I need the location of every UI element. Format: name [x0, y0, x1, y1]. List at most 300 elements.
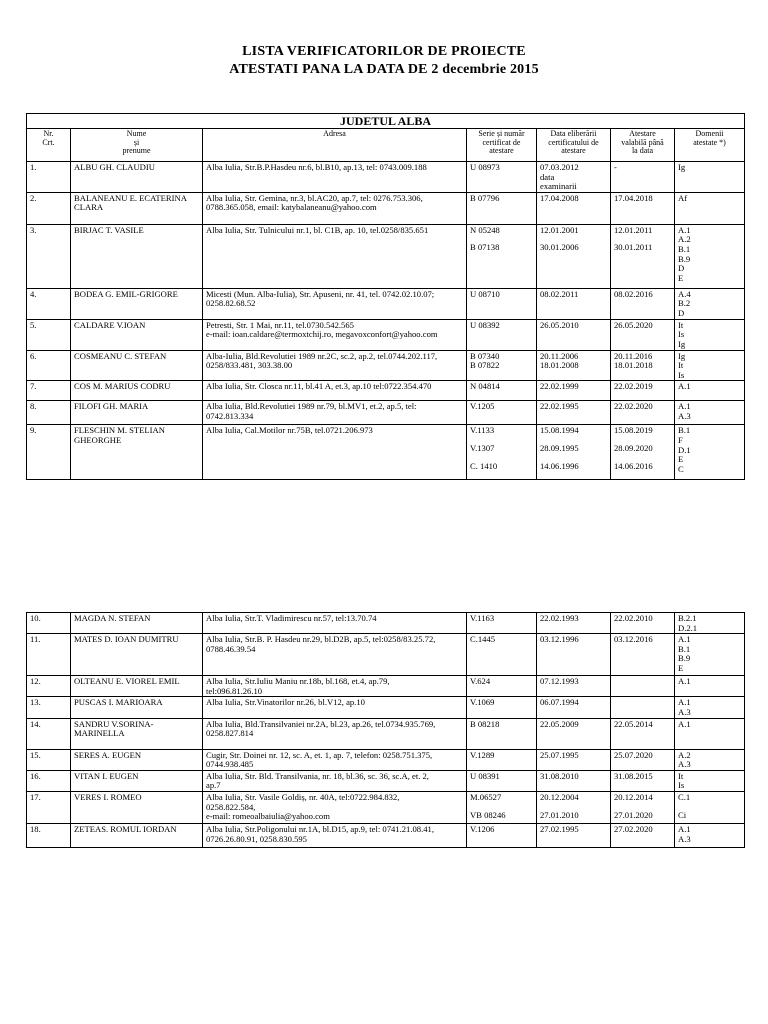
- table-row: [27, 613, 745, 634]
- cell-line: V.1133: [470, 425, 495, 436]
- cell-data-eliberarii: [537, 401, 611, 425]
- cell-line: 20.12.2014: [614, 791, 653, 802]
- cell-line: 15.08.1994: [540, 425, 579, 436]
- cell-line: 0258.822.584,: [206, 801, 256, 812]
- cell-serie: [467, 381, 537, 401]
- cell-atestare-valabila: [611, 676, 675, 697]
- cell-line: A.3: [678, 833, 691, 844]
- cell-line: atestate *): [693, 137, 726, 147]
- cell-nume: COSMEANU C. STEFAN: [71, 350, 203, 381]
- cell-line: 15.08.2019: [614, 425, 653, 436]
- cell-line: Alba Iulia, Str.Vinatorilor nr.26, bl.V12, ap.10: [206, 697, 365, 708]
- cell-nume: BODEA G. EMIL-GRIGORE: [71, 288, 203, 319]
- cell-line: Micesti (Mun. Alba-Iulia), Str. Apuseni, nr. 41, tel. 0742.02.10.07;: [206, 288, 435, 299]
- cell-adresa: [203, 718, 467, 749]
- cell-nr: 8.: [27, 401, 71, 425]
- cell-data-eliberarii: [537, 718, 611, 749]
- cell-line: 14.06.1996: [540, 460, 579, 471]
- cell-line: A.2: [678, 749, 691, 760]
- cell-line: B.9: [678, 653, 691, 664]
- cell-line: 0258.82.68.52: [206, 298, 256, 309]
- cell-adresa: [203, 697, 467, 718]
- cell-line: Cugir, Str. Doinei nr. 12, sc. A, et. 1, ap. 7, telefon: 0258.751.375,: [206, 749, 433, 760]
- cell-line: B.1: [678, 243, 691, 254]
- cell-line: Alba Iulia, Bld.Revolutiei 1989 nr.79, bl.MV1, et.2, ap.5, tel:: [206, 401, 417, 412]
- cell-line: V.624: [470, 676, 491, 687]
- cell-line: valabilă până: [621, 137, 664, 147]
- table-row: [27, 401, 745, 425]
- cell-line: 26.05.2020: [614, 319, 653, 330]
- cell-nr: 17.: [27, 791, 71, 823]
- document-subtitle: ATESTATI PANA LA DATA DE 2 decembrie 2015: [229, 62, 539, 77]
- cell-serie: [467, 749, 537, 770]
- cell-line: 26.05.2010: [540, 319, 579, 330]
- cell-line: B.2: [678, 298, 691, 309]
- cell-line: 22.02.2019: [614, 381, 653, 392]
- cell-nr: 18.: [27, 823, 71, 847]
- cell-line: A.1: [678, 718, 691, 729]
- cell-atestare-valabila: [611, 192, 675, 224]
- cell-atestare-valabila: [611, 718, 675, 749]
- cell-line: 14.06.2016: [614, 460, 653, 471]
- cell-line: Crt.: [42, 137, 55, 147]
- cell-domenii: [675, 288, 745, 319]
- cell-line: 22.02.2010: [614, 613, 653, 623]
- cell-line: [678, 803, 741, 811]
- cell-line: Atestare: [629, 129, 656, 138]
- cell-adresa: [203, 791, 467, 823]
- cell-line: E: [678, 272, 684, 283]
- cell-line: V.1069: [470, 697, 495, 708]
- cell-atestare-valabila: [611, 697, 675, 718]
- cell-adresa: [203, 192, 467, 224]
- cell-domenii: [675, 162, 745, 193]
- cell-line: A.1: [678, 697, 691, 708]
- cell-line: N 05248: [470, 224, 500, 235]
- cell-atestare-valabila: [611, 791, 675, 823]
- cell-domenii: [675, 224, 745, 288]
- cell-line: B 07340: [470, 350, 500, 361]
- cell-line: B.1: [678, 643, 691, 654]
- cell-line: It: [678, 770, 684, 781]
- cell-line: V.1289: [470, 749, 495, 760]
- cell-line: 18.01.2008: [540, 360, 579, 371]
- cell-line: Serie și număr: [478, 129, 525, 138]
- cell-line: E: [678, 454, 684, 465]
- cell-line: B.1: [678, 425, 691, 436]
- table-row: [27, 697, 745, 718]
- cell-domenii: [675, 749, 745, 770]
- cell-serie: [467, 718, 537, 749]
- cell-line: 25.07.2020: [614, 749, 653, 760]
- cell-line: 07.03.2012: [540, 162, 579, 172]
- cell-adresa: [203, 425, 467, 480]
- cell-line: tel:096.81.26.10: [206, 685, 263, 696]
- cell-domenii: [675, 718, 745, 749]
- cell-line: data: [540, 171, 555, 182]
- cell-atestare-valabila: [611, 425, 675, 480]
- cell-domenii: [675, 634, 745, 676]
- header-adresa: [203, 129, 467, 162]
- cell-nume: ZETEAS. ROMUL IORDAN: [71, 823, 203, 847]
- cell-line: V.1205: [470, 401, 495, 412]
- cell-atestare-valabila: [611, 401, 675, 425]
- cell-domenii: [675, 676, 745, 697]
- cell-line: 30.01.2006: [540, 242, 579, 253]
- header-domenii: [675, 129, 745, 162]
- cell-data-eliberarii: [537, 288, 611, 319]
- table-row: [27, 425, 745, 480]
- cell-line: Alba-Iulia, Bld.Revolutiei 1989 nr.2C, sc.2, ap.2, tel.0744.202.117,: [206, 350, 438, 361]
- table-row: [27, 288, 745, 319]
- table-row: [27, 350, 745, 381]
- cell-line: Alba Iulia, Str.Iuliu Maniu nr.18b, bl.168, et.4, ap.79,: [206, 676, 390, 687]
- cell-line: C: [678, 463, 684, 474]
- cell-data-eliberarii: [537, 350, 611, 381]
- cell-line: -: [614, 162, 617, 172]
- cell-line: Alba Iulia, Str. Tulnicului nr.1, bl. C1B, ap. 10, tel.0258/835.651: [206, 224, 429, 235]
- cell-line: examinarii: [540, 181, 577, 192]
- county-heading: JUDETUL ALBA: [27, 114, 745, 129]
- table-row: [27, 634, 745, 676]
- verifiers-table-part1: [26, 113, 745, 480]
- cell-line: Nr.: [43, 129, 54, 138]
- cell-nume: COS M. MARIUS CODRU: [71, 381, 203, 401]
- cell-line: [614, 677, 671, 685]
- cell-line: Adresa: [323, 129, 346, 138]
- cell-nr: 4.: [27, 288, 71, 319]
- cell-atestare-valabila: [611, 613, 675, 634]
- cell-serie: [467, 676, 537, 697]
- cell-line: A.1: [678, 634, 691, 645]
- cell-domenii: [675, 613, 745, 634]
- cell-line: 25.07.1995: [540, 749, 579, 760]
- cell-line: 17.04.2008: [540, 192, 579, 203]
- cell-line: Alba Iulia, Str.B.P.Hasdeu nr.6, bl.B10, ap.13, tel: 0743.009.188: [206, 162, 427, 172]
- cell-line: 31.08.2015: [614, 770, 653, 781]
- cell-nr: 10.: [27, 613, 71, 634]
- cell-data-eliberarii: [537, 192, 611, 224]
- cell-serie: [467, 791, 537, 823]
- table-row: [27, 749, 745, 770]
- cell-line: B.9: [678, 253, 691, 264]
- cell-nume: FILOFI GH. MARIA: [71, 401, 203, 425]
- cell-line: 27.01.2020: [614, 809, 653, 820]
- cell-line: 0726.26.80.91, 0258.830.595: [206, 833, 307, 844]
- cell-adresa: [203, 676, 467, 697]
- table-row: [27, 770, 745, 791]
- cell-nume: MAGDA N. STEFAN: [71, 613, 203, 634]
- cell-line: Alba Iulia, Str. Vasile Goldiș, nr. 40A, tel:0722.984.832,: [206, 791, 400, 802]
- cell-data-eliberarii: [537, 162, 611, 193]
- cell-data-eliberarii: [537, 634, 611, 676]
- cell-nr: 11.: [27, 634, 71, 676]
- cell-line: F: [678, 434, 683, 445]
- cell-serie: [467, 350, 537, 381]
- header-atestare-valabila: [611, 129, 675, 162]
- cell-nr: 3.: [27, 224, 71, 288]
- cell-nume: VITAN I. EUGEN: [71, 770, 203, 791]
- cell-line: 07.12.1993: [540, 676, 579, 687]
- cell-line: Alba Iulia, Str. Closca nr.11, bl.41 A, et.3, ap.10 tel:0722.354.470: [206, 381, 432, 392]
- cell-line: A.1: [678, 676, 691, 687]
- cell-adresa: [203, 288, 467, 319]
- cell-line: A.1: [678, 224, 691, 235]
- cell-nr: 14.: [27, 718, 71, 749]
- cell-line: atestare: [489, 146, 514, 156]
- verifiers-table-part2: [26, 612, 745, 848]
- cell-line: 06.07.1994: [540, 697, 579, 708]
- cell-line: 27.02.2020: [614, 823, 653, 834]
- cell-line: A.3: [678, 410, 691, 421]
- cell-line: A.3: [678, 706, 691, 717]
- cell-line: Alba Iulia, Str.Poligonului nr.1A, bl.D15, ap.9, tel: 0741.21.08.41,: [206, 823, 434, 834]
- cell-atestare-valabila: [611, 224, 675, 288]
- cell-line: M.06527: [470, 791, 502, 802]
- cell-line: It: [678, 360, 684, 371]
- cell-domenii: [675, 823, 745, 847]
- cell-line: e-mail: romeoalbaiulia@yahoo.com: [206, 811, 330, 822]
- header-nr: [27, 129, 71, 162]
- cell-line: D: [678, 307, 685, 318]
- cell-line: It: [678, 319, 684, 330]
- cell-serie: [467, 319, 537, 350]
- cell-atestare-valabila: [611, 162, 675, 193]
- cell-line: la data: [631, 146, 654, 156]
- cell-nume: MATES D. IOAN DUMITRU: [71, 634, 203, 676]
- table-row: [27, 224, 745, 288]
- table-row: [27, 319, 745, 350]
- cell-adresa: [203, 401, 467, 425]
- cell-domenii: [675, 381, 745, 401]
- table-row: [27, 381, 745, 401]
- cell-atestare-valabila: [611, 770, 675, 791]
- cell-serie: [467, 192, 537, 224]
- table-row: [27, 676, 745, 697]
- cell-line: 22.02.1993: [540, 613, 579, 623]
- cell-serie: [467, 425, 537, 480]
- cell-nume: CALDARE V.IOAN: [71, 319, 203, 350]
- cell-line: 03.12.1996: [540, 634, 579, 645]
- cell-line: U 08392: [470, 319, 500, 330]
- cell-line: atestare: [561, 146, 586, 156]
- cell-data-eliberarii: [537, 697, 611, 718]
- cell-line: 22.05.2014: [614, 718, 653, 729]
- cell-nr: 16.: [27, 770, 71, 791]
- cell-line: 22.02.1999: [540, 381, 579, 392]
- cell-line: Nume: [126, 129, 147, 138]
- cell-atestare-valabila: [611, 350, 675, 381]
- cell-line: E: [678, 662, 684, 673]
- cell-line: Ci: [678, 809, 687, 820]
- cell-line: U 08710: [470, 288, 500, 299]
- cell-line: 08.02.2016: [614, 288, 653, 299]
- cell-line: ap.7: [206, 780, 221, 791]
- cell-domenii: [675, 350, 745, 381]
- cell-data-eliberarii: [537, 319, 611, 350]
- cell-line: Alba Iulia, Cal.Motilor nr.75B, tel.0721.206.973: [206, 425, 373, 436]
- cell-line: A.1: [678, 823, 691, 834]
- cell-line: 20.11.2006: [540, 350, 579, 361]
- cell-adresa: [203, 823, 467, 847]
- cell-line: B.2.1: [678, 613, 697, 623]
- cell-serie: [467, 770, 537, 791]
- cell-serie: [467, 401, 537, 425]
- cell-line: 20.12.2004: [540, 791, 579, 802]
- cell-nume: SERES A. EUGEN: [71, 749, 203, 770]
- cell-serie: [467, 634, 537, 676]
- cell-atestare-valabila: [611, 381, 675, 401]
- cell-serie: [467, 224, 537, 288]
- cell-line: 12.01.2001: [540, 224, 579, 235]
- cell-line: D.1: [678, 444, 691, 455]
- cell-atestare-valabila: [611, 288, 675, 319]
- header-data-eliberarii: [537, 129, 611, 162]
- cell-domenii: [675, 319, 745, 350]
- cell-line: Af: [678, 192, 688, 203]
- cell-line: Ig: [678, 162, 686, 172]
- table-row: [27, 162, 745, 193]
- cell-atestare-valabila: [611, 634, 675, 676]
- cell-domenii: [675, 192, 745, 224]
- cell-nr: 1.: [27, 162, 71, 193]
- cell-line: A.4: [678, 288, 691, 299]
- cell-data-eliberarii: [537, 224, 611, 288]
- cell-data-eliberarii: [537, 791, 611, 823]
- cell-line: Domenii: [695, 129, 724, 138]
- cell-line: N 04814: [470, 381, 500, 392]
- cell-line: 20.11.2016: [614, 350, 653, 361]
- cell-line: Alba Iulia, Str. Bld. Transilvania, nr. 18, bl.36, sc. 36, sc.A, et. 2,: [206, 770, 429, 781]
- cell-line: V.1206: [470, 823, 495, 834]
- cell-adresa: [203, 162, 467, 193]
- cell-line: 28.09.1995: [540, 442, 579, 453]
- cell-line: și: [133, 137, 140, 147]
- cell-nume: VERES I. ROMEO: [71, 791, 203, 823]
- cell-line: 0258/833.481, 303.38.00: [206, 360, 293, 371]
- cell-line: A.1: [678, 401, 691, 412]
- cell-nume: FLESCHIN M. STELIAN GHEORGHE: [71, 425, 203, 480]
- cell-adresa: [203, 381, 467, 401]
- cell-nr: 13.: [27, 697, 71, 718]
- cell-adresa: [203, 224, 467, 288]
- cell-line: 27.01.2010: [540, 809, 579, 820]
- cell-nume: BALANEANU E. ECATERINA CLARA: [71, 192, 203, 224]
- cell-line: 0258.827.814: [206, 728, 254, 739]
- table-row: [27, 718, 745, 749]
- cell-nr: 15.: [27, 749, 71, 770]
- cell-data-eliberarii: [537, 676, 611, 697]
- cell-data-eliberarii: [537, 613, 611, 634]
- cell-domenii: [675, 697, 745, 718]
- cell-line: 0744.938.485: [206, 759, 254, 770]
- cell-line: 18.01.2018: [614, 360, 653, 371]
- cell-adresa: [203, 613, 467, 634]
- cell-serie: [467, 288, 537, 319]
- cell-atestare-valabila: [611, 319, 675, 350]
- cell-domenii: [675, 791, 745, 823]
- cell-nume: BIRJAC T. VASILE: [71, 224, 203, 288]
- cell-line: 0742.813.334: [206, 410, 254, 421]
- cell-adresa: [203, 770, 467, 791]
- cell-line: Alba Iulia, Bld.Transilvaniei nr.2A, bl.23, ap.26, tel.0734.935.769,: [206, 718, 436, 729]
- cell-domenii: [675, 770, 745, 791]
- cell-line: Alba Iulia, Str. Gemina, nr.3, bl.AC20, ap.7, tel: 0276.753.306,: [206, 192, 423, 203]
- cell-line: 30.01.2011: [614, 242, 653, 253]
- cell-line: C.1445: [470, 634, 496, 645]
- cell-line: prenume: [122, 146, 151, 156]
- cell-line: C.1: [678, 791, 691, 802]
- cell-line: Alba Iulia, Str.T. Vladimirescu nr.57, tel:13.70.74: [206, 613, 377, 623]
- table-row: [27, 823, 745, 847]
- cell-nr: 2.: [27, 192, 71, 224]
- cell-line: B 07822: [470, 360, 500, 371]
- cell-atestare-valabila: [611, 749, 675, 770]
- cell-line: A.2: [678, 234, 691, 245]
- cell-data-eliberarii: [537, 425, 611, 480]
- cell-data-eliberarii: [537, 770, 611, 791]
- cell-nr: 9.: [27, 425, 71, 480]
- cell-line: 31.08.2010: [540, 770, 579, 781]
- cell-nume: PUSCAS I. MARIOARA: [71, 697, 203, 718]
- header-row: [27, 129, 745, 162]
- header-serie: [467, 129, 537, 162]
- cell-adresa: [203, 634, 467, 676]
- cell-line: Ig: [678, 350, 686, 361]
- cell-line: Is: [678, 329, 685, 340]
- cell-nume: OLTEANU E. VIOREL EMIL: [71, 676, 203, 697]
- cell-line: 03.12.2016: [614, 634, 653, 645]
- cell-line: B 08218: [470, 718, 500, 729]
- cell-line: U 08391: [470, 770, 500, 781]
- cell-data-eliberarii: [537, 381, 611, 401]
- cell-line: U 08973: [470, 162, 500, 172]
- cell-line: B 07138: [470, 242, 500, 253]
- cell-line: 08.02.2011: [540, 288, 579, 299]
- cell-line: 22.05.2009: [540, 718, 579, 729]
- cell-line: 12.01.2011: [614, 224, 653, 235]
- cell-adresa: [203, 749, 467, 770]
- cell-line: Petresti, Str. 1 Mai, nr.11, tel.0730.542.565: [206, 319, 354, 330]
- document-title: LISTA VERIFICATORILOR DE PROIECTE: [242, 44, 526, 59]
- cell-line: A.1: [678, 381, 691, 392]
- cell-line: 0788.365.058, email: katybalaneanu@yahoo.com: [206, 202, 377, 213]
- cell-line: V.1163: [470, 613, 495, 623]
- cell-line: 0788.46.39.54: [206, 643, 256, 654]
- cell-domenii: [675, 401, 745, 425]
- cell-data-eliberarii: [537, 823, 611, 847]
- cell-line: A.3: [678, 759, 691, 770]
- cell-line: certificat de: [482, 137, 521, 147]
- cell-serie: [467, 613, 537, 634]
- header-nume: [71, 129, 203, 162]
- cell-data-eliberarii: [537, 749, 611, 770]
- cell-line: VB 08246: [470, 809, 506, 820]
- cell-domenii: [675, 425, 745, 480]
- cell-nr: 7.: [27, 381, 71, 401]
- cell-atestare-valabila: [611, 823, 675, 847]
- cell-serie: [467, 823, 537, 847]
- cell-line: Data eliberării: [550, 129, 597, 138]
- cell-line: 22.02.1995: [540, 401, 579, 412]
- cell-serie: [467, 162, 537, 193]
- cell-line: [614, 698, 671, 706]
- cell-adresa: [203, 350, 467, 381]
- cell-line: certificatului de: [548, 137, 599, 147]
- cell-line: Is: [678, 780, 685, 791]
- table-row: [27, 192, 745, 224]
- cell-nume: ALBU GH. CLAUDIU: [71, 162, 203, 193]
